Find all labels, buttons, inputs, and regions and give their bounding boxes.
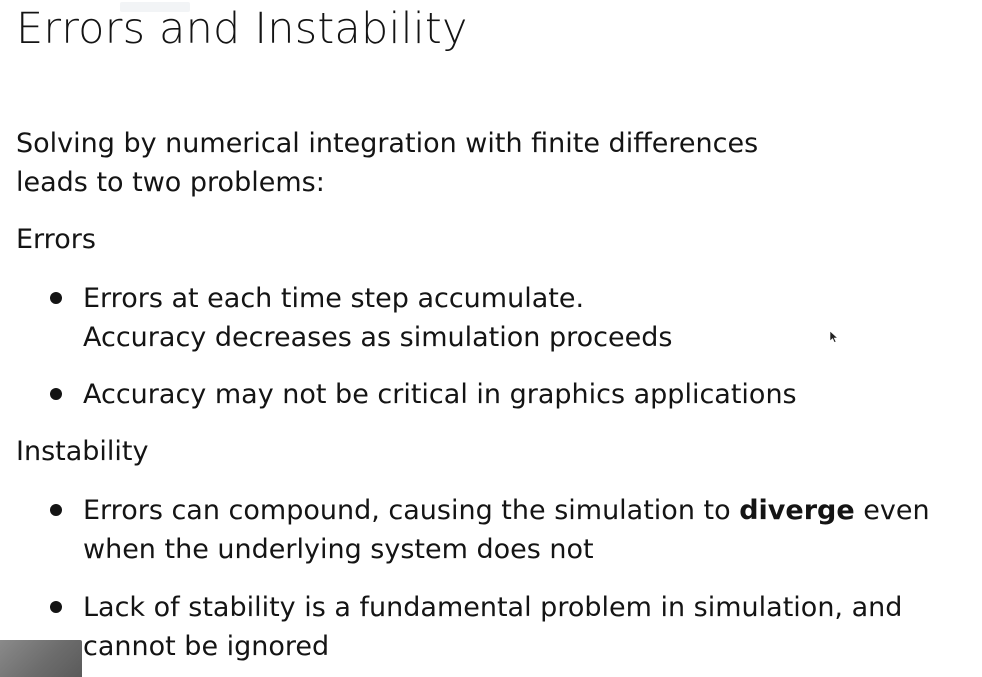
slide-title: Errors and Instability	[16, 4, 468, 54]
bullet-line-end: even	[854, 495, 930, 526]
bullet-dot-icon	[50, 601, 62, 613]
webcam-overlay	[0, 640, 82, 677]
emphasis-diverge: diverge	[739, 495, 855, 526]
bullet-text	[83, 279, 672, 357]
bullet-line: when the underlying system does not	[83, 534, 594, 565]
bullet-text	[83, 375, 797, 414]
bullet-line: Lack of stability is a fundamental problem in simulation, and	[83, 592, 903, 623]
intro-line-2: leads to two problems:	[16, 167, 325, 198]
instability-heading: Instability	[16, 436, 149, 467]
bullet-line: cannot be ignored	[83, 631, 330, 662]
intro-paragraph	[16, 124, 758, 202]
bullet-line: Accuracy may not be critical in graphics applications	[83, 379, 797, 410]
bullet-text	[83, 491, 930, 569]
bullet-line: Errors at each time step accumulate.	[83, 283, 585, 314]
bullet-dot-icon	[50, 388, 62, 400]
bullet-text	[83, 588, 902, 666]
bullet-dot-icon	[50, 292, 62, 304]
bullet-dot-icon	[50, 504, 62, 516]
mouse-pointer-icon	[829, 331, 839, 343]
errors-heading: Errors	[16, 224, 96, 255]
bullet-line	[83, 491, 930, 530]
bullet-line-start: Errors can compound, causing the simulation to	[83, 495, 740, 526]
bullet-line: Accuracy decreases as simulation proceeds	[83, 322, 673, 353]
intro-line-1: Solving by numerical integration with finite differences	[16, 128, 759, 159]
